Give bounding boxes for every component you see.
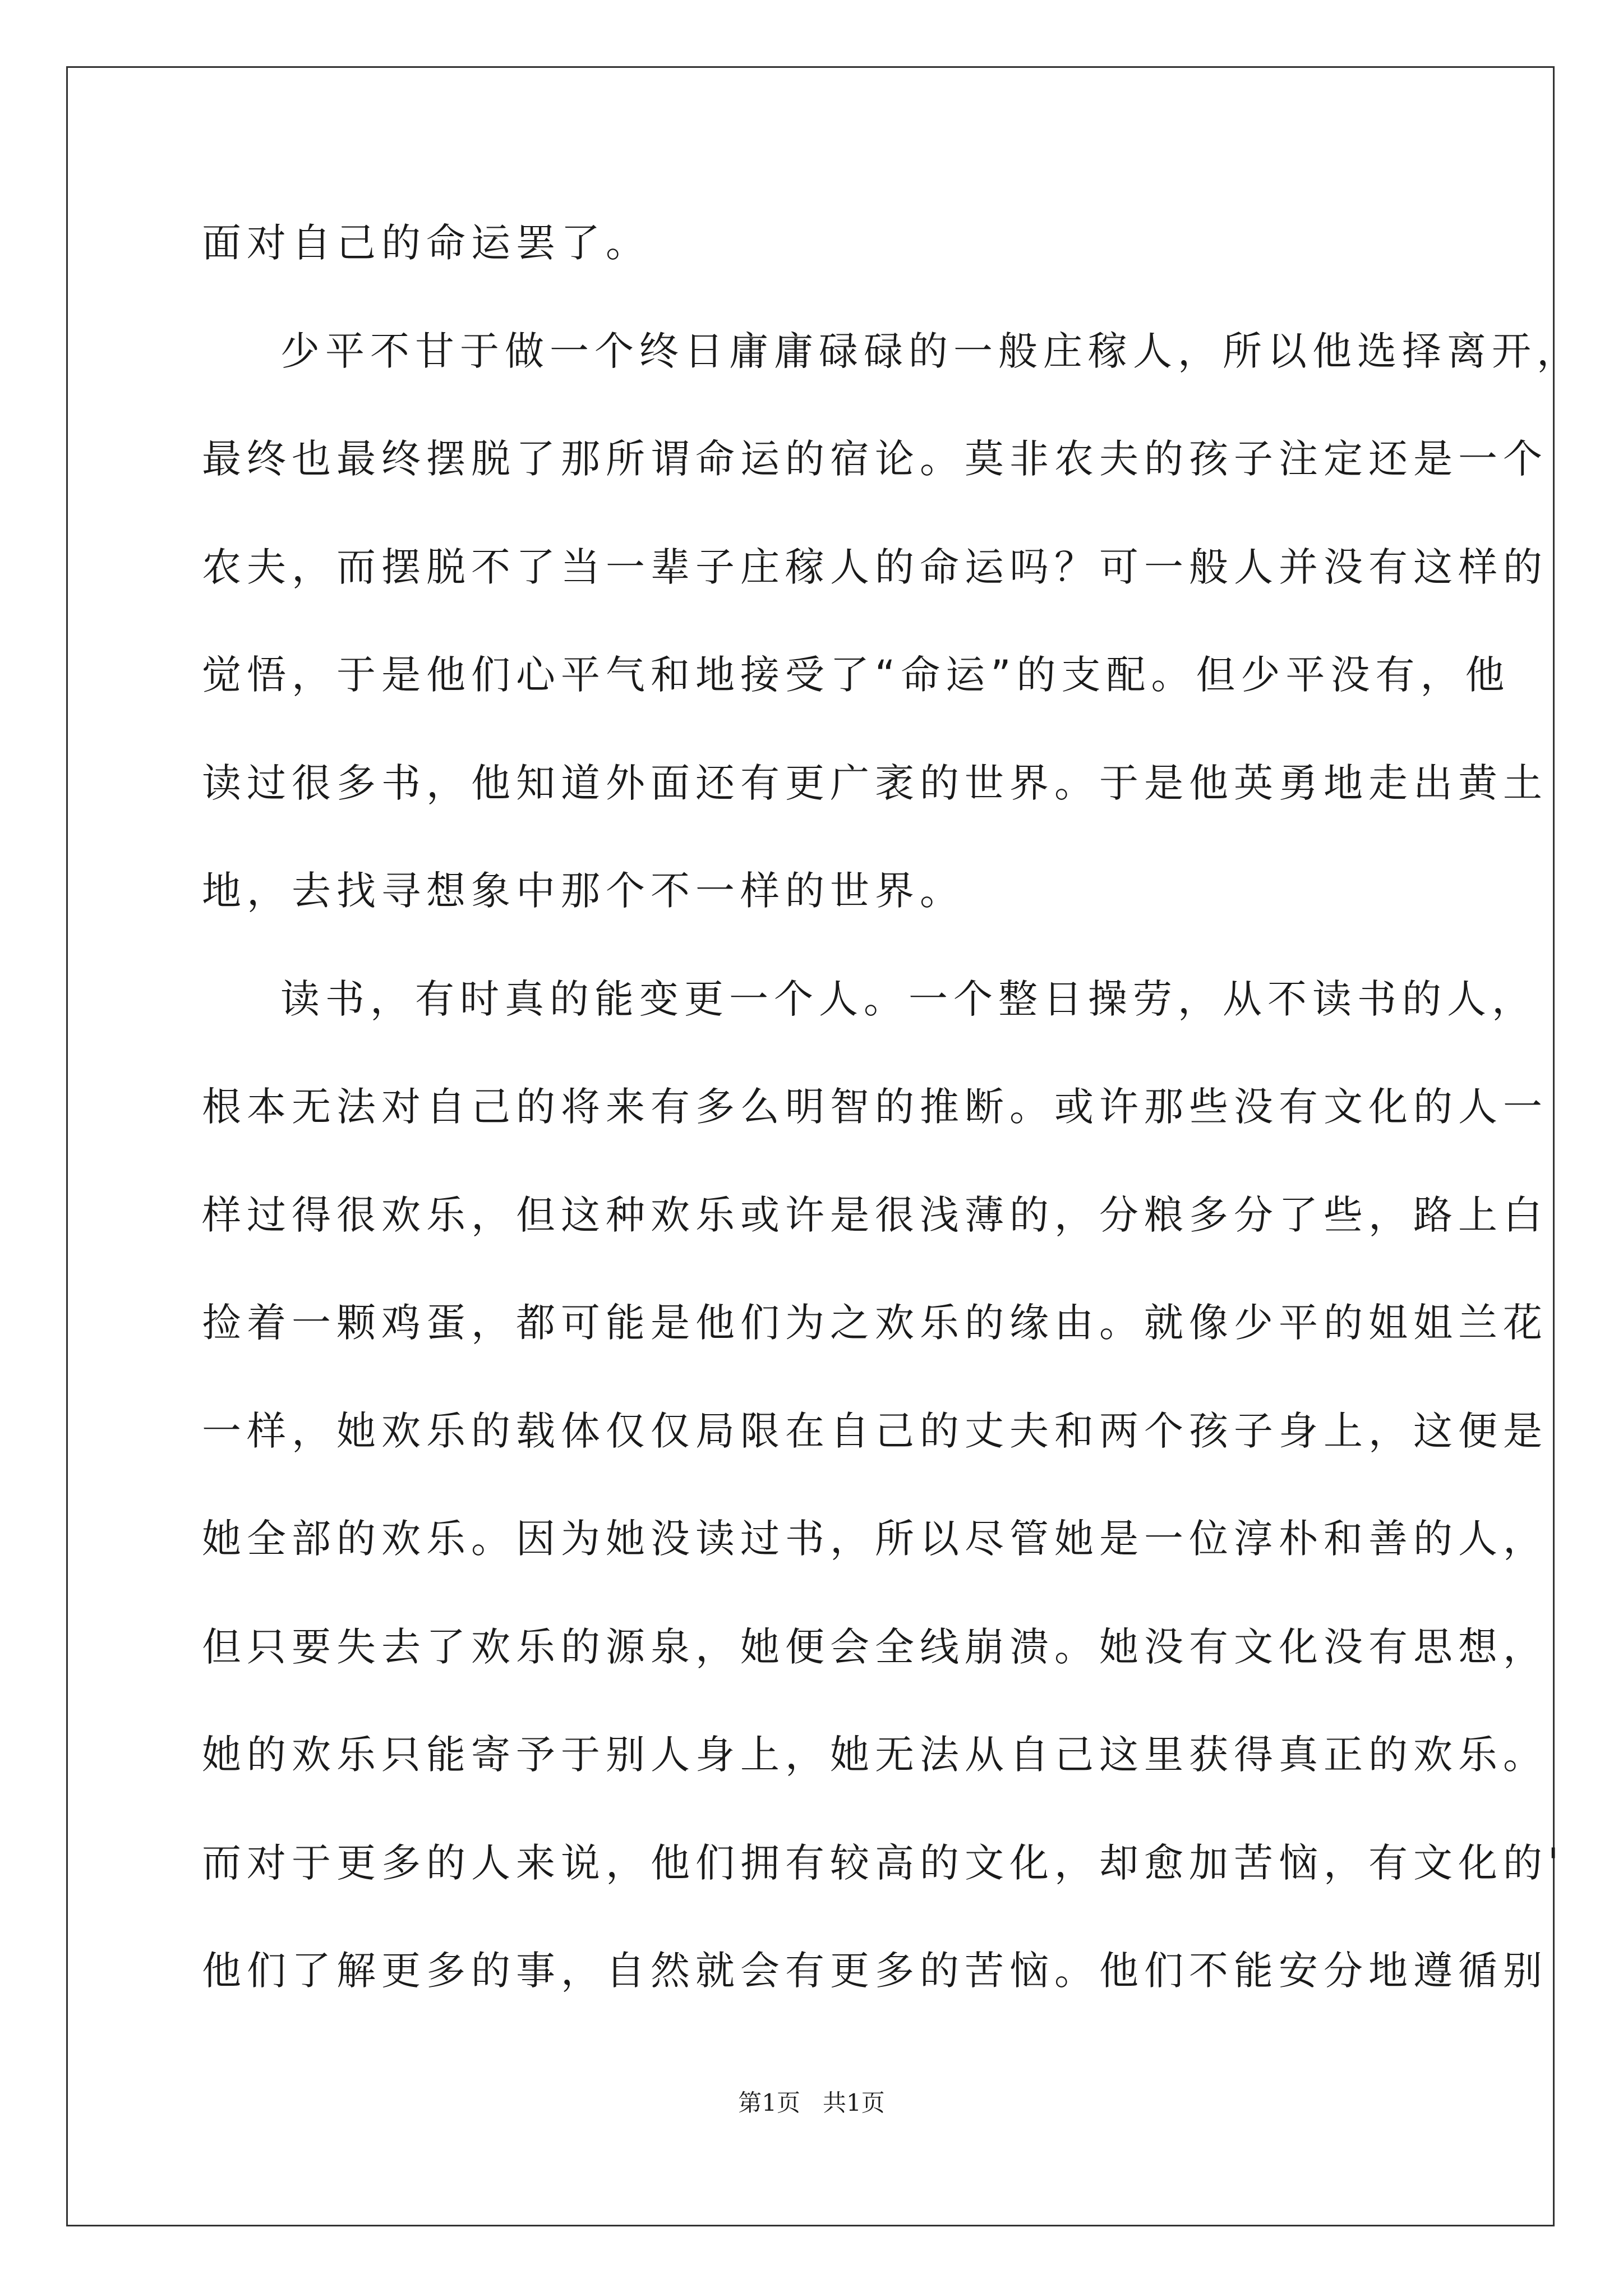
page-footer: 第1页 共1页 — [738, 2089, 885, 2116]
text-line: 农夫，而摆脱不了当一辈子庄稼人的命运吗？可一般人并没有这样的 — [202, 544, 1548, 590]
page-border — [66, 66, 1555, 2226]
text-line: 捡着一颗鸡蛋，都可能是他们为之欢乐的缘由。就像少平的姐姐兰花 — [202, 1300, 1548, 1346]
text-line: 地，去找寻想象中那个不一样的世界。 — [202, 868, 965, 914]
text-line: 她的欢乐只能寄予于别人身上，她无法从自己这里获得真正的欢乐。 — [202, 1732, 1548, 1778]
text-line: 面对自己的命运罢了。 — [202, 220, 651, 266]
text-line: 最终也最终摆脱了那所谓命运的宿论。莫非农夫的孩子注定还是一个 — [202, 436, 1548, 482]
paragraph-start-line: 少平不甘于做一个终日庸庸碌碌的一般庄稼人，所以他选择离开， — [280, 328, 1581, 374]
text-line: 觉悟，于是他们心平气和地接受了“命运”的支配。但少平没有，他 — [202, 652, 1510, 698]
text-line: 根本无法对自己的将来有多么明智的推断。或许那些没有文化的人一 — [202, 1084, 1548, 1130]
text-line: 他们了解更多的事，自然就会有更多的苦恼。他们不能安分地遵循别 — [202, 1948, 1548, 1994]
paragraph-start-line: 读书，有时真的能变更一个人。一个整日操劳，从不读书的人， — [280, 976, 1537, 1022]
text-line: 读过很多书，他知道外面还有更广袤的世界。于是他英勇地走出黄土 — [202, 760, 1548, 806]
text-line: 样过得很欢乐，但这种欢乐或许是很浅薄的，分粮多分了些，路上白 — [202, 1192, 1548, 1238]
text-line: 而对于更多的人来说，他们拥有较高的文化，却愈加苦恼，有文化的' — [202, 1840, 1565, 1886]
text-line: 但只要失去了欢乐的源泉，她便会全线崩溃。她没有文化没有思想， — [202, 1624, 1548, 1670]
text-line: 一样，她欢乐的载体仅仅局限在自己的丈夫和两个孩子身上，这便是 — [202, 1408, 1548, 1454]
text-line: 她全部的欢乐。因为她没读过书，所以尽管她是一位淳朴和善的人， — [202, 1516, 1548, 1562]
